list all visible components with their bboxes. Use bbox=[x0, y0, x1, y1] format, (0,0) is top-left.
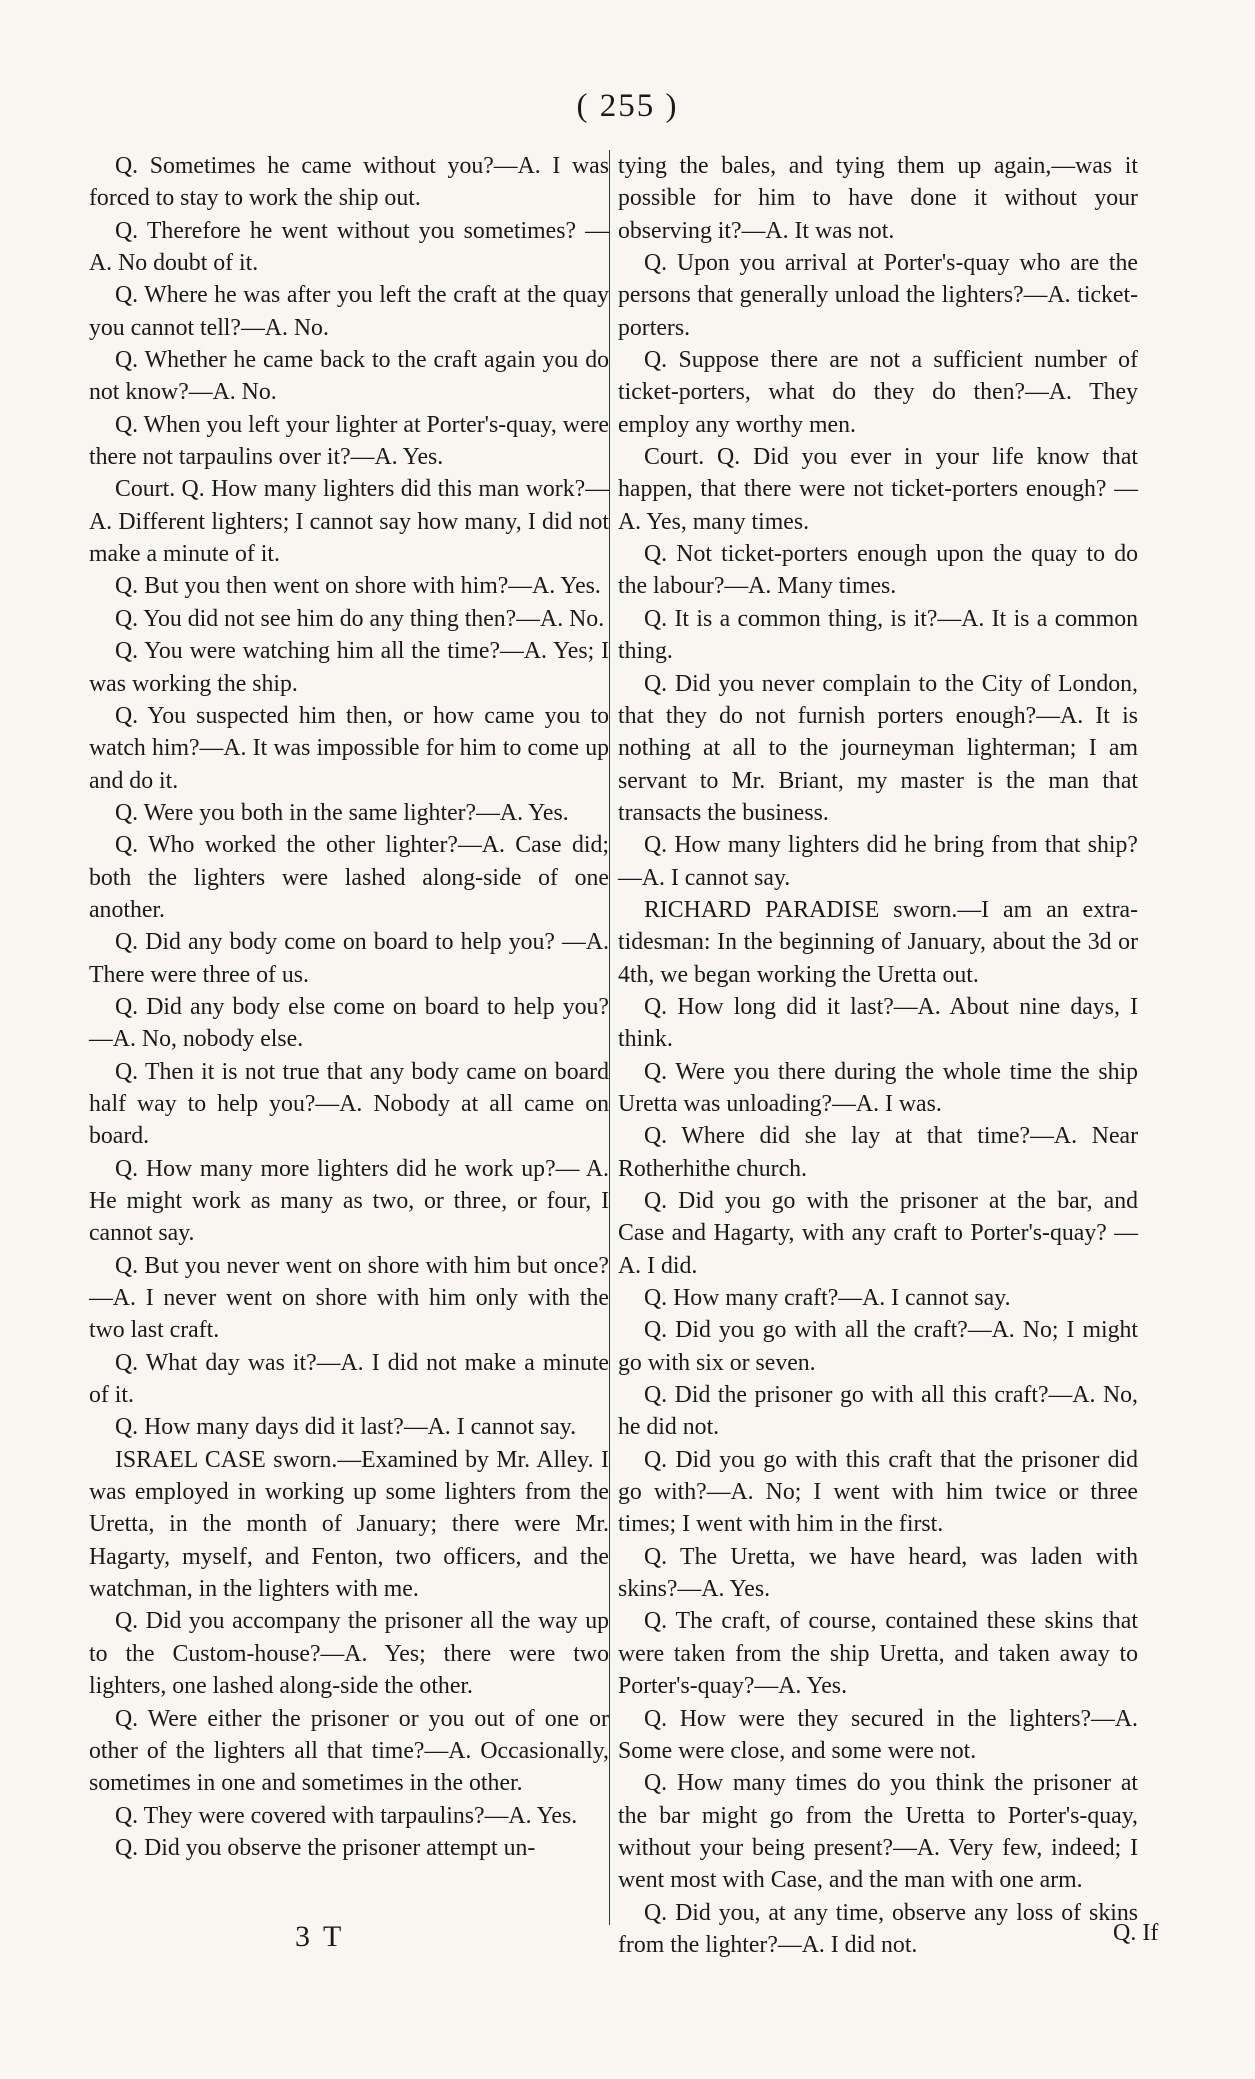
paragraph: Q. Upon you arrival at Porter's-quay who are the persons that generally unload the lighters?—A. ticket-porters. bbox=[618, 250, 1138, 341]
paragraph: Q. Did you never complain to the City of London, that they do not furnish porters enough?—A. It is nothing at all to the journeyman lighterman; I am servant to Mr. Briant, my master is the man that transacts the business. bbox=[618, 670, 1138, 826]
catchword: Q. If bbox=[1113, 1920, 1159, 1946]
right-column bbox=[618, 150, 1138, 1961]
paragraph: ISRAEL CASE sworn.—Examined by Mr. Alley. I was employed in working up some lighters from the Uretta, in the month of January; there were Mr. Hagarty, myself, and Fenton, two officers, and the watchman, in the lighters with me. bbox=[89, 1446, 609, 1603]
paragraph: Q. Were you there during the whole time the ship Uretta was unloading?—A. I was. bbox=[618, 1058, 1138, 1117]
paragraph: Q. How many times do you think the prisoner at the bar might go from the Uretta to Porter's-quay, without your being present?—A. Very few, indeed; I went most with Case, and the man with one arm. bbox=[618, 1770, 1138, 1894]
paragraph: Court. Q. Did you ever in your life know that happen, that there were not ticket-porters enough? —A. Yes, many times. bbox=[618, 444, 1138, 535]
paragraph: Q. Did you go with this craft that the prisoner did go with?—A. No; I went with him twice or three times; I went with him in the first. bbox=[618, 1446, 1138, 1538]
paragraph: Q. But you then went on shore with him?—A. Yes. bbox=[115, 573, 601, 600]
paragraph: Q. Where did she lay at that time?—A. Near Rotherhithe church. bbox=[618, 1123, 1138, 1182]
paragraph: Q. How long did it last?—A. About nine days, I think. bbox=[618, 993, 1138, 1053]
paragraph: Q. Where he was after you left the craft at the quay you cannot tell?—A. No. bbox=[89, 282, 609, 341]
paragraph: Q. Sometimes he came without you?—A. I was forced to stay to work the ship out. bbox=[89, 153, 609, 212]
paragraph: Q. The Uretta, we have heard, was laden with skins?—A. Yes. bbox=[618, 1543, 1138, 1603]
paragraph: Court. Q. How many lighters did this man work?—A. Different lighters; I cannot say how many, I did not make a minute of it. bbox=[89, 476, 609, 568]
paragraph: Q. Did you go with all the craft?—A. No; I might go with six or seven. bbox=[618, 1317, 1138, 1376]
paragraph: Q. Were you both in the same lighter?—A. Yes. bbox=[115, 799, 569, 826]
paragraph: Q. Not ticket-porters enough upon the quay to do the labour?—A. Many times. bbox=[618, 541, 1138, 600]
paragraph: Q. Did the prisoner go with all this craft?—A. No, he did not. bbox=[618, 1382, 1138, 1441]
paragraph: Q. How many craft?—A. I cannot say. bbox=[644, 1285, 1011, 1312]
paragraph: Q. Did you go with the prisoner at the bar, and Case and Hagarty, with any craft to Porter's-quay? —A. I did. bbox=[618, 1188, 1138, 1279]
signature-mark: 3 T bbox=[295, 1920, 345, 1953]
paragraph: Q. You did not see him do any thing then?—A. No. bbox=[115, 605, 605, 632]
paragraph: Q. How many lighters did he bring from that ship?—A. I cannot say. bbox=[618, 832, 1138, 891]
paragraph: Q. Did you observe the prisoner attempt un- bbox=[115, 1834, 536, 1861]
paragraph: Q. Did you accompany the prisoner all the way up to the Custom-house?—A. Yes; there were two lighters, one lashed along-side the other. bbox=[89, 1608, 609, 1700]
paragraph: Q. But you never went on shore with him but once?—A. I never went on shore with him only with the two last craft. bbox=[89, 1252, 609, 1344]
paragraph: Q. How many days did it last?—A. I cannot say. bbox=[115, 1414, 577, 1441]
paragraph: tying the bales, and tying them up again,—was it possible for him to have done it without your observing it?—A. It was not. bbox=[618, 153, 1138, 244]
paragraph: RICHARD PARADISE sworn.—I am an extra-tidesman: In the beginning of January, about the 3d or 4th, we began working the Uretta out. bbox=[618, 896, 1138, 988]
paragraph: Q. They were covered with tarpaulins?—A. Yes. bbox=[115, 1802, 578, 1829]
paragraph: Q. How many more lighters did he work up?— A. He might work as many as two, or three, or four, I cannot say. bbox=[89, 1155, 609, 1247]
paragraph: Q. Then it is not true that any body came on board half way to help you?—A. Nobody at all came on board. bbox=[89, 1058, 609, 1150]
paragraph: Q. The craft, of course, contained these skins that were taken from the ship Uretta, and taken away to Porter's-quay?—A. Yes. bbox=[618, 1608, 1138, 1700]
paragraph: Q. Did any body come on board to help you? —A. There were three of us. bbox=[89, 929, 609, 988]
paragraph: Q. You were watching him all the time?—A. Yes; I was working the ship. bbox=[89, 638, 609, 697]
column-rule bbox=[609, 150, 610, 1925]
paragraph: Q. Who worked the other lighter?—A. Case did; both the lighters were lashed along-side of one another. bbox=[89, 832, 609, 923]
page-number: ( 255 ) bbox=[576, 88, 679, 124]
paragraph: Q. Did any body else come on board to help you? —A. No, nobody else. bbox=[89, 993, 609, 1053]
paragraph: Q. When you left your lighter at Porter's-quay, were there not tarpaulins over it?—A. Yes. bbox=[89, 411, 609, 471]
paragraph: Q. You suspected him then, or how came you to watch him?—A. It was impossible for him to come up and do it. bbox=[89, 702, 609, 794]
paragraph: Q. Suppose there are not a sufficient number of ticket-porters, what do they do then?—A. They employ any worthy men. bbox=[618, 347, 1138, 438]
paragraph: Q. It is a common thing, is it?—A. It is a common thing. bbox=[618, 605, 1138, 665]
left-column bbox=[89, 150, 609, 1864]
paragraph: Q. Whether he came back to the craft again you do not know?—A. No. bbox=[89, 347, 609, 406]
paragraph: Q. Did you, at any time, observe any loss of skins from the lighter?—A. I did not. bbox=[618, 1899, 1138, 1958]
paragraph: Q. What day was it?—A. I did not make a minute of it. bbox=[89, 1349, 609, 1409]
paragraph: Q. How were they secured in the lighters?—A. Some were close, and some were not. bbox=[618, 1705, 1138, 1764]
paragraph: Q. Therefore he went without you sometimes? —A. No doubt of it. bbox=[89, 217, 609, 277]
paragraph: Q. Were either the prisoner or you out of one or other of the lighters all that time?—A. Occasionally, sometimes in one and sometimes in the other. bbox=[89, 1705, 609, 1797]
